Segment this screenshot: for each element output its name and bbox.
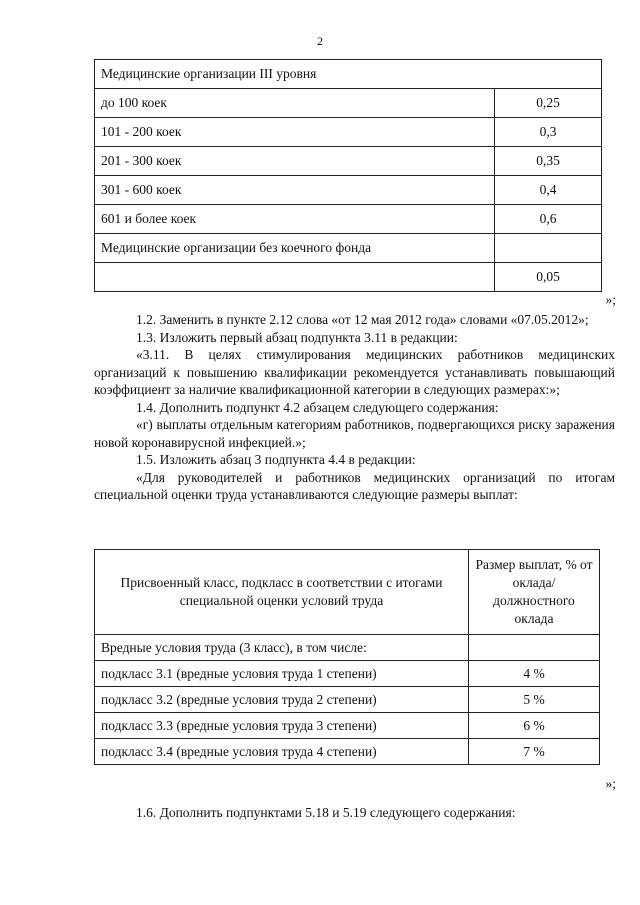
row-label: 301 - 600 коек xyxy=(95,176,495,205)
table-row xyxy=(95,118,602,147)
closing-quote: »; xyxy=(605,776,616,791)
paragraph: 1.3. Изложить первый абзац подпункта 3.11 в редакции: xyxy=(136,329,458,345)
row-label: подкласс 3.1 (вредные условия труда 1 степени) xyxy=(95,661,469,687)
header-class-cell: Присвоенный класс, подкласс в соответствии с итогами специальной оценки условий труда xyxy=(95,550,469,635)
row-value: 0,4 xyxy=(495,176,602,205)
paragraph: 1.6. Дополнить подпунктами 5.18 и 5.19 следующего содержания: xyxy=(136,805,516,820)
table-row xyxy=(95,147,602,176)
row-value: 5 % xyxy=(469,687,600,713)
header-payment-cell: Размер выплат, % от оклада/должностного оклада xyxy=(469,550,600,635)
row-value xyxy=(495,234,602,263)
table-row xyxy=(95,739,600,765)
table-row xyxy=(95,176,602,205)
row-label: до 100 коек xyxy=(95,89,495,118)
paragraph: «3.11. В целях стимулирования медицинских работников медицинских организаций к повышению квалификации рекомендуется устанавливать повышающий коэффициент за наличие квалификационной категории в следующих размерах:»; xyxy=(94,347,615,397)
table-row xyxy=(95,713,600,739)
row-value: 4 % xyxy=(469,661,600,687)
row-label: подкласс 3.4 (вредные условия труда 4 степени) xyxy=(95,739,469,765)
row-value: 0,3 xyxy=(495,118,602,147)
paragraph: 1.5. Изложить абзац 3 подпункта 4.4 в редакции: xyxy=(136,452,416,467)
table-row xyxy=(95,89,602,118)
coefficient-table xyxy=(94,59,602,292)
table-row xyxy=(95,234,602,263)
table-row xyxy=(95,205,602,234)
row-label: Вредные условия труда (3 класс), в том числе: xyxy=(95,635,469,661)
row-value: 7 % xyxy=(469,739,600,765)
paragraph: 1.2. Заменить в пункте 2.12 слова «от 12 мая 2012 года» словами «07.05.2012»; xyxy=(136,312,589,327)
row-value: 0,25 xyxy=(495,89,602,118)
table-header-row xyxy=(95,550,600,635)
table-row xyxy=(95,263,602,292)
page-number: 2 xyxy=(317,34,323,48)
paragraph: «Для руководителей и работников медицинских организаций по итогам специальной оценки труда устанавливаются следующие размеры выплат: xyxy=(94,469,615,502)
paragraph: 1.4. Дополнить подпункт 4.2 абзацем следующего содержания: xyxy=(136,399,499,415)
row-label: подкласс 3.2 (вредные условия труда 2 степени) xyxy=(95,687,469,713)
row-label: Медицинские организации без коечного фонда xyxy=(95,234,495,263)
table-row xyxy=(95,661,600,687)
row-value: 0,6 xyxy=(495,205,602,234)
row-value: 0,05 xyxy=(495,263,602,292)
row-value xyxy=(469,635,600,661)
closing-quote: »; xyxy=(605,292,616,307)
row-label: подкласс 3.3 (вредные условия труда 3 степени) xyxy=(95,713,469,739)
row-label: 101 - 200 коек xyxy=(95,118,495,147)
paragraph: «г) выплаты отдельным категориям работников, подвергающихся риску заражения новой коронавирусной инфекцией.»; xyxy=(94,417,615,450)
row-label: 601 и более коек xyxy=(95,205,495,234)
final-paragraph-block xyxy=(94,804,615,822)
amendment-paragraphs xyxy=(94,311,615,504)
row-value: 6 % xyxy=(469,713,600,739)
payment-size-table xyxy=(94,549,600,765)
row-value: 0,35 xyxy=(495,147,602,176)
table-row xyxy=(95,635,600,661)
row-label xyxy=(95,263,495,292)
row-label: 201 - 300 коек xyxy=(95,147,495,176)
table-header-row xyxy=(95,60,602,89)
table-row xyxy=(95,687,600,713)
table-header-cell: Медицинские организации III уровня xyxy=(95,60,602,89)
